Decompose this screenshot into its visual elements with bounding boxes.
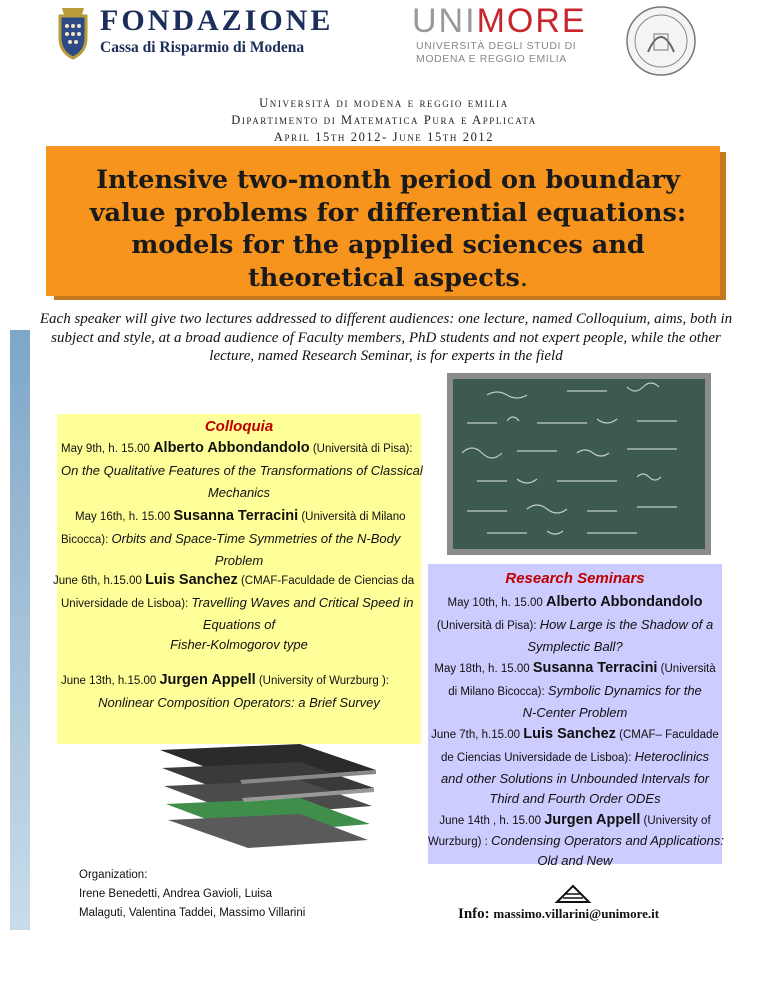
colloquium-3-title-cont: Equations of — [202, 617, 276, 632]
seminar-2-line3: N-Center Problem — [522, 705, 628, 720]
unimore-logo — [412, 2, 587, 41]
colloquium-2-title-cont: Problem — [214, 553, 264, 568]
seminar-2-line2: di Milano Bicocca): Symbolic Dynamics for the — [448, 683, 702, 698]
seminar-4-line1: June 14th , h. 15.00 Jurgen Appell (University of — [439, 812, 711, 828]
fondazione-title: FONDAZIONE — [100, 4, 334, 37]
colloquium-3-line1: June 6th, h.15.00 Luis Sanchez (CMAF-Faculdade de Ciencias da — [53, 572, 415, 588]
colloquium-1-title: On the Qualitative Features of the Transformations of Classical — [61, 463, 423, 478]
decorative-side-bar — [10, 330, 30, 930]
event-title: Intensive two-month period on boundary value problems for differential equations: models for the applied sciences and theoretical aspects. — [89, 165, 687, 293]
unimore-subtitle: UNIVERSITÀ DEGLI STUDI DI MODENA E REGGIO EMILIA — [416, 40, 577, 65]
unimore-uni: UNI — [412, 2, 477, 40]
fondazione-crest-icon — [52, 6, 94, 60]
info-email-link[interactable]: massimo.villarini@unimore.it — [493, 906, 660, 921]
colloquium-3-title-cont2: Fisher-Kolmogorov type — [170, 637, 308, 652]
university-seal-icon — [624, 4, 698, 78]
seminar-3-line1: June 7th, h.15.00 Luis Sanchez (CMAF– Faculdade — [431, 726, 719, 742]
colloquia-heading: Colloquia — [204, 418, 274, 435]
fondazione-subtitle: Cassa di Risparmio di Modena — [100, 39, 305, 56]
blackboard-photo — [447, 373, 711, 555]
intro-paragraph: Each speaker will give two lectures addressed to different audiences: one lecture, named Colloquium, aims, both in subject and style, at a broad audience of Faculty members, PhD students and not expert people, while the other lecture, named Research Seminar, is for experts in the field — [39, 311, 733, 364]
seminar-3-line4: Third and Fourth Order ODEs — [489, 791, 661, 806]
date-range: April 15th 2012- June 15th 2012 — [273, 130, 495, 144]
info-label: Info: — [458, 906, 490, 922]
colloquium-3-title: Universidade de Lisboa): Travelling Waves and Critical Speed in — [61, 595, 414, 610]
organization-credits: Organization: Irene Benedetti, Andrea Gavioli, Luisa Malaguti, Valentina Taddei, Massimo Villarini — [79, 869, 306, 919]
seminar-4-line2: Wurzburg) : Condensing Operators and Applications: — [428, 833, 725, 848]
seminar-1-line2: (Università di Pisa): How Large is the Shadow of a — [436, 617, 714, 632]
university-name: Università di modena e reggio emilia — [259, 96, 509, 110]
colloquia-box — [53, 414, 423, 744]
colloquium-2-line1: May 16th, h. 15.00 Susanna Terracini (Università di Milano — [75, 508, 406, 524]
seminar-1-line1: May 10th, h. 15.00 Alberto Abbondandolo — [447, 594, 703, 610]
seminar-3-line2: de Ciencias Universidade de Lisboa): Heteroclinics — [440, 749, 710, 764]
info-contact — [458, 906, 659, 923]
colloquium-4-title: Nonlinear Composition Operators: a Brief Survey — [98, 695, 380, 710]
colloquium-4-line1: June 13th, h.15.00 Jurgen Appell (University of Wurzburg ): — [61, 672, 389, 688]
colloquium-1-line1: May 9th, h. 15.00 Alberto Abbondandolo (Università di Pisa): — [61, 440, 413, 456]
unimore-more: MORE — [476, 2, 587, 40]
research-seminars-box — [428, 564, 725, 868]
research-heading: Research Seminars — [505, 570, 645, 587]
layered-sheets-graphic — [150, 740, 380, 850]
seminar-1-line3: Symplectic Ball? — [527, 639, 623, 654]
seminar-4-line3: Old and New — [537, 853, 613, 868]
seminar-3-line3: and other Solutions in Unbounded Intervals for — [440, 771, 710, 786]
seminar-2-line1: May 18th, h. 15.00 Susanna Terracini (Università — [434, 660, 716, 676]
colloquium-2-title: Bicocca): Orbits and Space-Time Symmetries of the N-Body — [61, 531, 401, 546]
colloquium-1-title-cont: Mechanics — [207, 485, 271, 500]
department-name: Dipartimento di Matematica Pura e Applicata — [231, 113, 537, 127]
department-logo-icon — [553, 884, 593, 906]
